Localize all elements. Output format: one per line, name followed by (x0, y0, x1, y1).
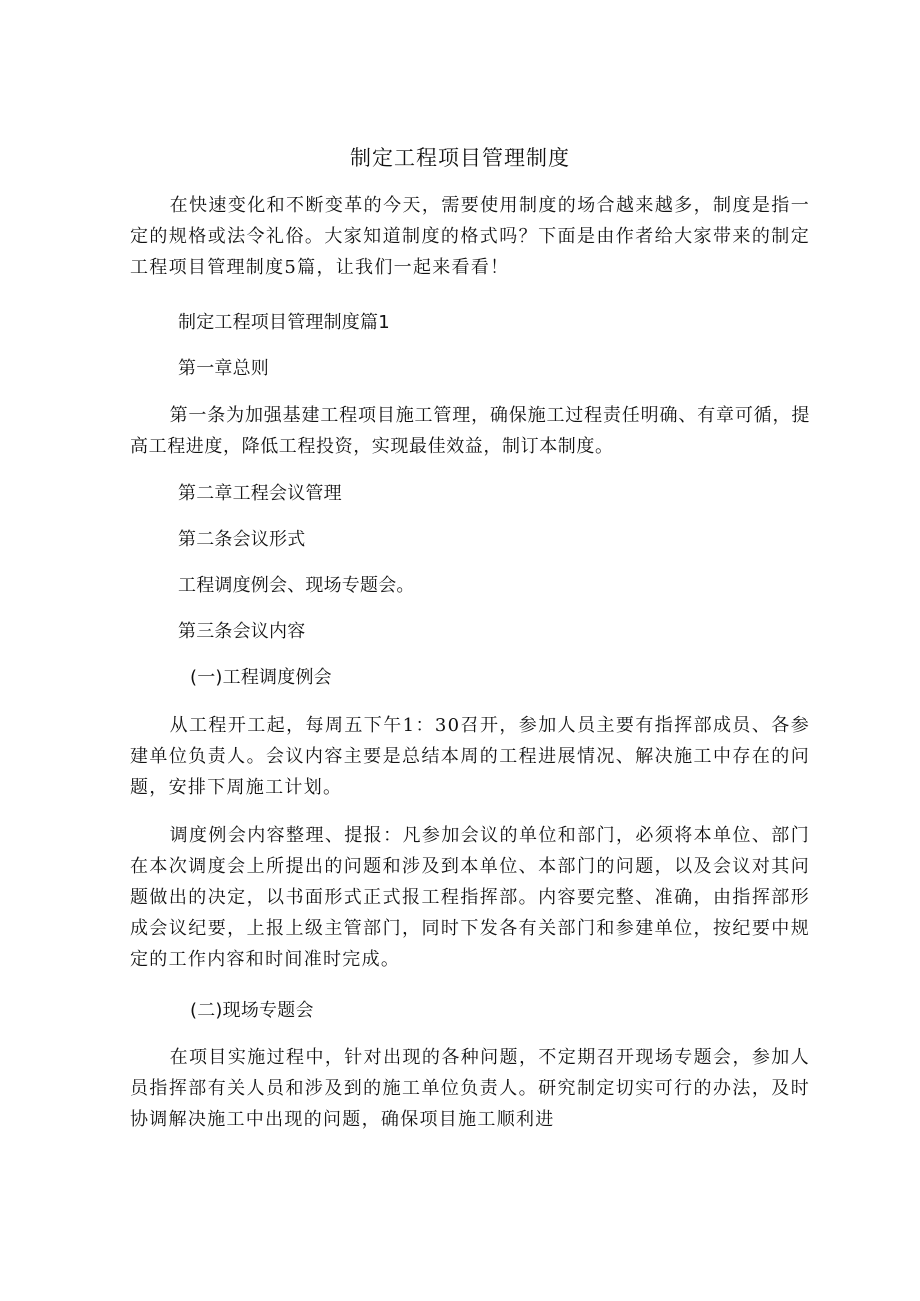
section-heading: 制定工程项目管理制度篇1 (178, 312, 390, 333)
article3-title: 第三条会议内容 (178, 621, 306, 642)
article1-paragraph: 第一条为加强基建工程项目施工管理，确保施工过程责任明确、有章可循，提高工程进度，降低工程投资，实现最佳效益，制订本制度。 (130, 405, 810, 457)
article2-body: 工程调度例会、现场专题会。 (178, 575, 415, 596)
article2-title: 第二条会议形式 (178, 529, 306, 550)
intro-paragraph: 在快速变化和不断变革的今天，需要使用制度的场合越来越多，制度是指一定的规格或法令礼俗。大家知道制度的格式吗？下面是由作者给大家带来的制定工程项目管理制度5篇，让我们一起来看看！ (130, 195, 810, 278)
subsection2-title: (二)现场专题会 (190, 1000, 314, 1021)
chapter1-title: 第一章总则 (178, 358, 269, 379)
chapter2-title: 第二章工程会议管理 (178, 483, 342, 504)
subsection1-title: (一)工程调度例会 (190, 667, 332, 688)
subsection1-paragraph2: 调度例会内容整理、提报：凡参加会议的单位和部门，必须将本单位、部门在本次调度会上所提出的问题和涉及到本单位、本部门的问题，以及会议对其问题做出的决定，以书面形式正式报工程指挥部。内容要完整、准确，由指挥部形成会议纪要，上报上级主管部门，同时下发各有关部门和参建单位，按纪要中规定的工作内容和时间准时完成。 (130, 825, 810, 970)
subsection2-paragraph1: 在项目实施过程中，针对出现的各种问题，不定期召开现场专题会，参加人员指挥部有关人员和涉及到的施工单位负责人。研究制定切实可行的办法，及时协调解决施工中出现的问题，确保项目施工顺利进 (130, 1047, 810, 1130)
subsection1-paragraph1: 从工程开工起，每周五下午1：30召开，参加人员主要有指挥部成员、各参建单位负责人。会议内容主要是总结本周的工程进展情况、解决施工中存在的问题，安排下周施工计划。 (130, 715, 810, 798)
document-title: 制定工程项目管理制度 (350, 146, 570, 170)
